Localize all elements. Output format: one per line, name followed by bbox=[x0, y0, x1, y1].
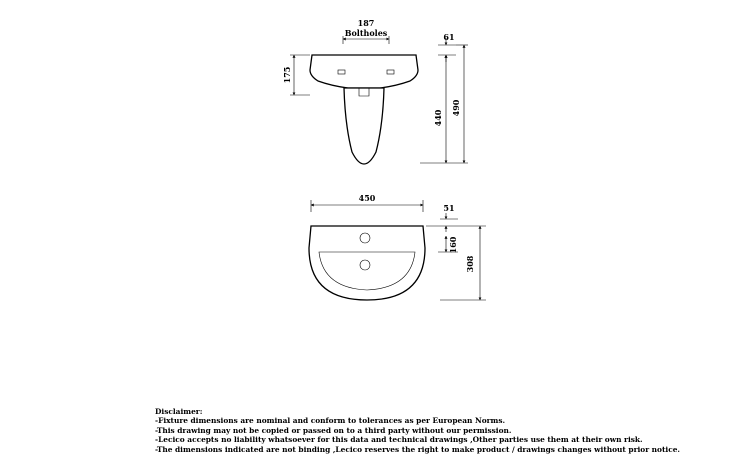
dim-height-basin: 175 bbox=[282, 66, 292, 84]
disclaimer-line: -Fixture dimensions are nominal and conform to tolerances as per European Norms. bbox=[155, 416, 506, 426]
dim-depth-tap: 160 bbox=[448, 236, 458, 254]
dim-height-pedestal: 440 bbox=[433, 109, 443, 127]
disclaimer-title: Disclaimer: bbox=[155, 407, 203, 416]
basin-top-outline bbox=[309, 226, 425, 300]
dim-top-offset: 61 bbox=[443, 32, 455, 42]
front-view bbox=[282, 18, 468, 164]
top-view bbox=[309, 193, 486, 300]
disclaimer bbox=[155, 407, 715, 454]
pedestal-outline bbox=[344, 88, 384, 164]
dim-boltholes-label: Boltholes bbox=[344, 28, 388, 38]
dim-depth-total: 308 bbox=[465, 255, 475, 273]
disclaimer-line: -This drawing may not be copied or passed on to a third party without our permission. bbox=[155, 425, 512, 435]
dim-width: 450 bbox=[358, 193, 376, 203]
dim-height-total: 490 bbox=[451, 99, 461, 117]
basin-front-outline bbox=[310, 55, 418, 88]
disclaimer-line: -The dimensions indicated are not binding ,Lecico reserves the right to make product / drawings changes without prior notice. bbox=[155, 444, 680, 454]
dim-boltholes-value: 187 bbox=[357, 18, 375, 28]
disclaimer-line: -Lecico accepts no liability whatsoever for this data and technical drawings ,Other parties use them at their own risk. bbox=[155, 435, 643, 445]
dim-rim-offset: 51 bbox=[443, 203, 455, 213]
